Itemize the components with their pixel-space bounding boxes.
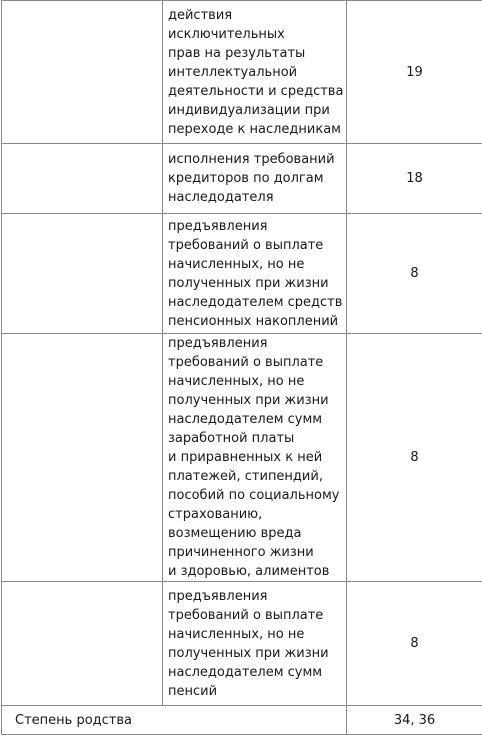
relationship-label: Степень родства (15, 712, 132, 728)
relationship-label-cell (2, 706, 347, 735)
article-number-cell (347, 582, 482, 706)
articles-table (1, 0, 482, 735)
article-number: 34, 36 (393, 712, 436, 728)
empty-cell (2, 1, 163, 144)
empty-cell (2, 582, 163, 706)
article-number: 18 (406, 171, 423, 186)
description-cell (163, 582, 347, 706)
description-cell (163, 214, 347, 334)
row-text: действия исключительных прав на результаты интеллектуальной деятельности и средства индивидуализации при переходе к наследникам (168, 7, 344, 137)
article-number-cell (347, 1, 482, 144)
description-cell (163, 144, 347, 214)
table-row (2, 1, 482, 144)
article-number: 8 (410, 636, 419, 651)
row-text: предъявления требований о выплате начисленных, но не полученных при жизни наследодателем средств пенсионных накоплений (168, 218, 343, 329)
description-cell (163, 334, 347, 582)
empty-cell (2, 144, 163, 214)
row-text: предъявления требований о выплате начисленных, но не полученных при жизни наследодателем сумм пенсий (168, 588, 329, 699)
table-row (2, 144, 482, 214)
empty-cell (2, 334, 163, 582)
article-number-cell (347, 144, 482, 214)
article-number: 8 (410, 266, 419, 281)
empty-cell (2, 214, 163, 334)
row-text: предъявления требований о выплате начисленных, но не полученных при жизни наследодателем сумм заработной платы и приравненных к ней платежей, стипендий, пособий по социальному страхованию, возмещению вреда причиненного жизни и здоровью, алиментов (168, 336, 340, 579)
table-row (2, 334, 482, 582)
table-row (2, 214, 482, 334)
article-number: 19 (406, 64, 423, 80)
row-text: исполнения требований кредиторов по долгам наследодателя (168, 152, 335, 205)
description-cell (163, 1, 347, 144)
article-number: 8 (410, 450, 419, 465)
article-number-cell (347, 706, 482, 735)
article-number-cell (347, 214, 482, 334)
article-number-cell (347, 334, 482, 582)
table-row (2, 582, 482, 706)
table-row (2, 706, 482, 735)
